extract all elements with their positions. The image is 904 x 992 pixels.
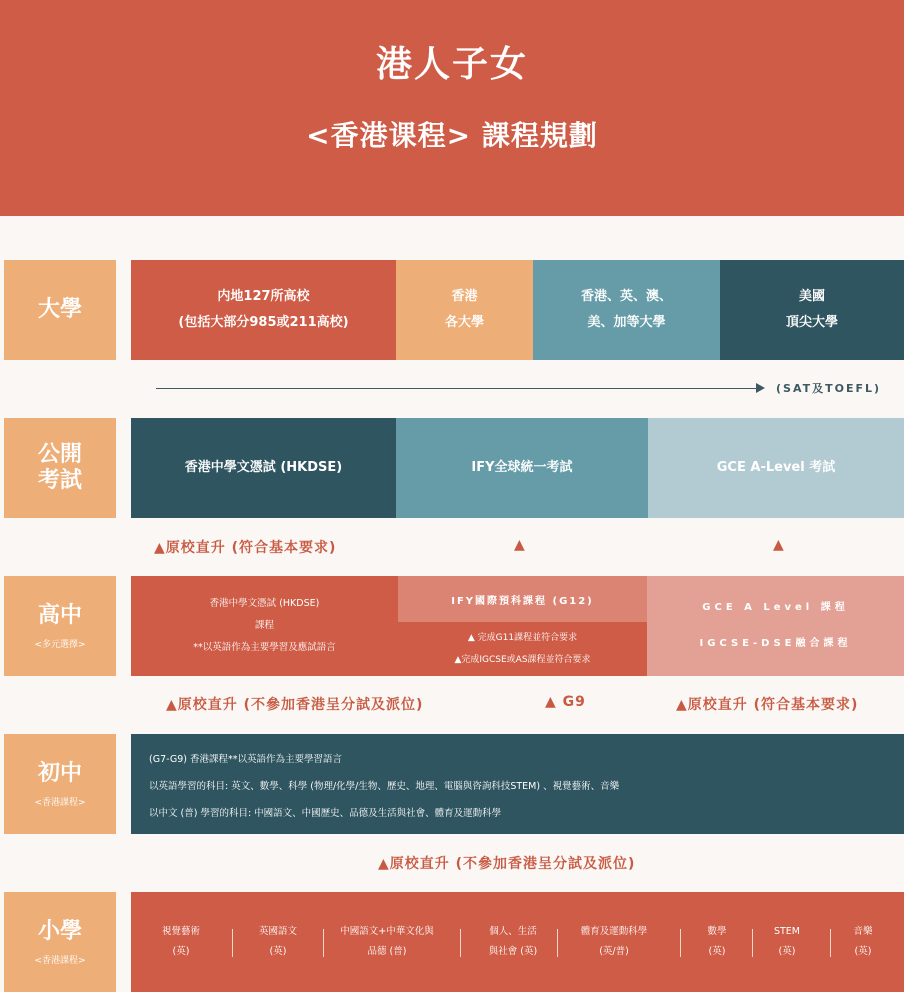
university-hongkong-line1: 香港 <box>451 289 478 304</box>
university-usa-line2: 頂尖大學 <box>785 315 838 330</box>
promotion-note-junior: ▲原校直升 (不參加香港呈分試及派位) <box>378 856 636 872</box>
primary-subject-math <box>690 922 744 962</box>
triangle-marker-icon: ▲ <box>514 537 526 553</box>
exam-hkdse: 香港中學文憑試 (HKDSE) <box>131 418 396 518</box>
subject-lang: (英) <box>269 946 287 957</box>
junior-line2: 以英語學習的科目: 英文、數學、科學 (物理/化學/生物、歷史、地理、電腦與咨詢科技STEM) 、視覺藝術、音樂 <box>149 781 620 792</box>
subject-name: 個人、生活 <box>489 926 537 937</box>
university-hongkong-line2: 各大學 <box>444 315 484 330</box>
university-hongkong <box>396 260 533 360</box>
senior-ify-req1: ▲ 完成G11課程並符合要求 <box>467 633 578 643</box>
junior-curriculum <box>131 734 904 834</box>
label-public-exam-line2: 考試 <box>37 468 82 493</box>
subject-name: 視覺藝術 <box>161 926 200 937</box>
primary-subject-music <box>838 922 888 962</box>
subject-lang: (英) <box>854 946 872 957</box>
senior-gce-course <box>647 576 904 676</box>
junior-line3: 以中文 (普) 學習的科目: 中國語文、中國歷史、品德及生活與社會、體育及運動科學 <box>149 808 502 819</box>
university-mainland <box>131 260 396 360</box>
senior-ify-requirements <box>398 622 647 676</box>
label-senior-high-text: 高中 <box>37 602 82 628</box>
arrow-head-icon <box>756 383 765 393</box>
subject-name: STEM <box>773 926 801 937</box>
university-international <box>533 260 720 360</box>
subject-name: 體育及運動科學 <box>580 926 648 937</box>
primary-subject-pe <box>566 922 662 962</box>
subject-lang: (英) <box>778 946 796 957</box>
promotion-note-senior-left: ▲原校直升 (不參加香港呈分試及派位) <box>166 697 424 713</box>
label-primary-sub: <香港課程> <box>34 955 86 966</box>
subject-name: 中國語文+中華文化與 <box>340 926 434 937</box>
label-senior-high-sub: <多元選擇> <box>34 639 86 650</box>
primary-subject-stem <box>760 922 814 962</box>
subject-name: 音樂 <box>853 926 873 937</box>
label-junior-high <box>4 734 116 834</box>
university-usa <box>720 260 904 360</box>
senior-dse-line2: 課程 <box>254 620 274 631</box>
subject-divider <box>680 929 681 957</box>
label-public-exam-line1: 公開 <box>37 442 82 467</box>
path-arrow-line <box>156 388 758 389</box>
university-mainland-line2: (包括大部分985或211高校) <box>178 315 349 330</box>
junior-line1: (G7-G9) 香港課程**以英語作為主要學習語言 <box>149 754 343 765</box>
header-banner <box>0 0 904 216</box>
subject-divider <box>323 929 324 957</box>
triangle-marker-icon: ▲ <box>773 537 785 553</box>
promotion-note-direct: ▲原校直升 (符合基本要求) <box>154 540 337 556</box>
senior-dse-course <box>131 576 398 676</box>
label-university-text: 大學 <box>37 297 82 322</box>
subject-divider <box>557 929 558 957</box>
senior-gce-line2: IGCSE-DSE融合課程 <box>699 638 852 649</box>
promotion-note-g9: ▲ G9 <box>545 694 586 710</box>
senior-ify-req2: ▲完成IGCSE或AS課程並符合要求 <box>454 655 591 665</box>
senior-dse-line1: 香港中學文憑試 (HKDSE) <box>209 598 320 609</box>
subject-divider <box>752 929 753 957</box>
university-international-line1: 香港、英、澳、 <box>580 289 672 304</box>
senior-ify-title: IFY國際預科課程 (G12) <box>398 576 647 622</box>
exam-gce-alevel: GCE A-Level 考試 <box>648 418 904 518</box>
primary-subject-english <box>243 922 313 962</box>
subject-lang: (英) <box>172 946 190 957</box>
sat-toefl-note: (SAT及TOEFL) <box>776 382 882 395</box>
senior-gce-line1: GCE A Level 課程 <box>702 602 849 613</box>
subject-name: 數學 <box>707 926 727 937</box>
subject-lang: 與社會 (英) <box>488 946 538 957</box>
primary-subject-chinese <box>328 922 446 962</box>
senior-dse-line3: **以英語作為主要學習及應試語言 <box>193 642 336 653</box>
subject-divider <box>232 929 233 957</box>
label-university <box>4 260 116 360</box>
page-subtitle: <香港课程> 課程規劃 <box>306 119 598 152</box>
label-junior-high-sub: <香港課程> <box>34 797 86 808</box>
exam-ify: IFY全球統一考試 <box>396 418 648 518</box>
subject-lang: 品德 (普) <box>367 946 407 957</box>
label-public-exam <box>4 418 116 518</box>
label-senior-high <box>4 576 116 676</box>
subject-lang: (英/普) <box>599 946 629 957</box>
label-primary-text: 小學 <box>37 918 82 944</box>
university-mainland-line1: 内地127所高校 <box>217 289 310 304</box>
subject-name: 英國語文 <box>258 926 297 937</box>
page-title: 港人子女 <box>375 44 528 85</box>
promotion-note-senior-right: ▲原校直升 (符合基本要求) <box>676 697 859 713</box>
primary-subject-social <box>474 922 552 962</box>
subject-lang: (英) <box>708 946 726 957</box>
university-international-line2: 美、加等大學 <box>587 315 666 330</box>
subject-divider <box>460 929 461 957</box>
subject-divider <box>830 929 831 957</box>
university-usa-line1: 美國 <box>798 289 825 304</box>
label-junior-high-text: 初中 <box>37 760 82 786</box>
label-primary <box>4 892 116 992</box>
primary-subject-visual-arts <box>146 922 216 962</box>
